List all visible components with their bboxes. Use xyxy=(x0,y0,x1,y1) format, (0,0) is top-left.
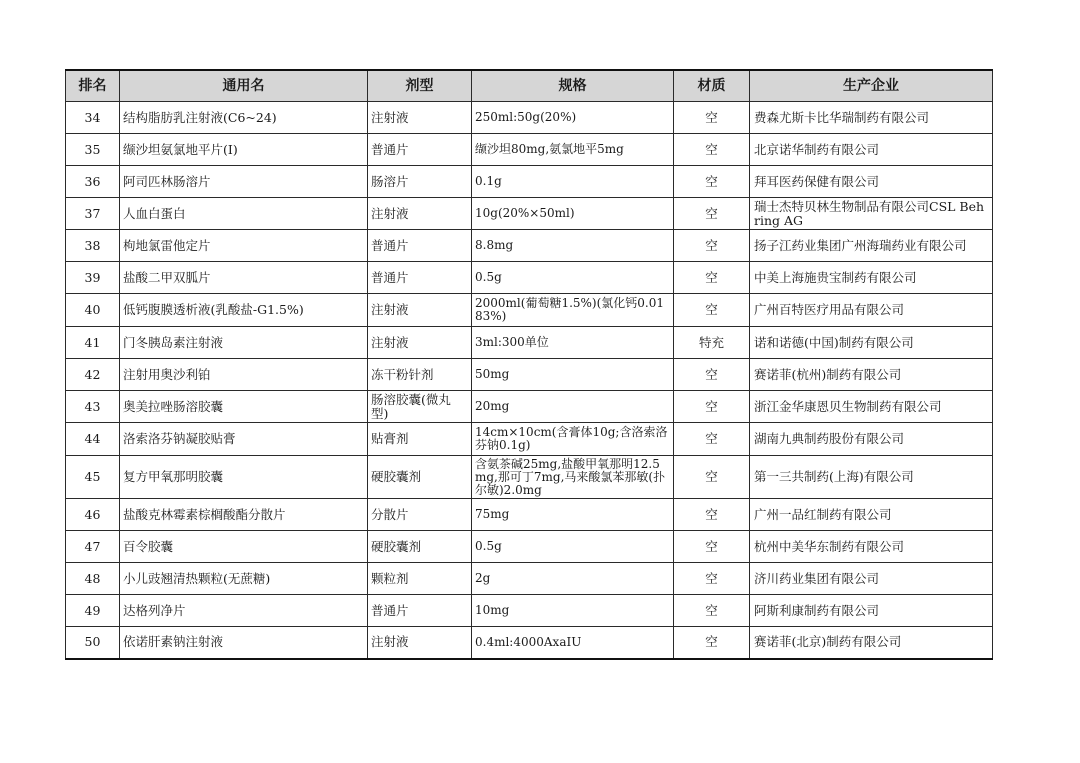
cell-specification: 3ml:300单位 xyxy=(472,327,674,359)
column-header-generic-name: 通用名 xyxy=(120,70,368,102)
cell-specification: 10g(20%×50ml) xyxy=(472,198,674,230)
table-row xyxy=(66,198,993,230)
cell-rank: 38 xyxy=(66,230,120,262)
cell-generic-name: 缬沙坦氨氯地平片(Ⅰ) xyxy=(120,134,368,166)
cell-dosage-form: 注射液 xyxy=(368,327,472,359)
cell-material: 空 xyxy=(674,102,750,134)
cell-material: 空 xyxy=(674,531,750,563)
cell-rank: 35 xyxy=(66,134,120,166)
cell-rank: 39 xyxy=(66,262,120,294)
cell-manufacturer: 湖南九典制药股份有限公司 xyxy=(750,423,993,456)
cell-material: 空 xyxy=(674,166,750,198)
cell-generic-name: 盐酸二甲双胍片 xyxy=(120,262,368,294)
cell-dosage-form: 肠溶胶囊(微丸型) xyxy=(368,391,472,423)
table-row xyxy=(66,359,993,391)
cell-specification: 14cm×10cm(含膏体10g;含洛索洛芬钠0.1g) xyxy=(472,423,674,456)
cell-specification: 10mg xyxy=(472,595,674,627)
table-body xyxy=(66,102,993,659)
table-header xyxy=(66,70,993,102)
column-header-rank: 排名 xyxy=(66,70,120,102)
cell-rank: 47 xyxy=(66,531,120,563)
cell-dosage-form: 普通片 xyxy=(368,595,472,627)
cell-generic-name: 洛索洛芬钠凝胶贴膏 xyxy=(120,423,368,456)
cell-manufacturer: 扬子江药业集团广州海瑞药业有限公司 xyxy=(750,230,993,262)
cell-manufacturer: 瑞士杰特贝林生物制品有限公司CSL Behring AG xyxy=(750,198,993,230)
cell-dosage-form: 硬胶囊剂 xyxy=(368,456,472,499)
cell-generic-name: 低钙腹膜透析液(乳酸盐-G1.5%) xyxy=(120,294,368,327)
cell-specification: 0.1g xyxy=(472,166,674,198)
cell-generic-name: 结构脂肪乳注射液(C6~24) xyxy=(120,102,368,134)
column-header-dosage-form: 剂型 xyxy=(368,70,472,102)
table-row xyxy=(66,531,993,563)
cell-dosage-form: 注射液 xyxy=(368,294,472,327)
cell-dosage-form: 普通片 xyxy=(368,262,472,294)
cell-manufacturer: 广州百特医疗用品有限公司 xyxy=(750,294,993,327)
table-row xyxy=(66,456,993,499)
cell-dosage-form: 硬胶囊剂 xyxy=(368,531,472,563)
table-row xyxy=(66,327,993,359)
table-row xyxy=(66,166,993,198)
cell-material: 空 xyxy=(674,563,750,595)
cell-rank: 46 xyxy=(66,499,120,531)
cell-generic-name: 达格列净片 xyxy=(120,595,368,627)
cell-specification: 20mg xyxy=(472,391,674,423)
cell-dosage-form: 注射液 xyxy=(368,198,472,230)
cell-material: 空 xyxy=(674,230,750,262)
cell-specification: 0.4ml:4000AxaIU xyxy=(472,627,674,659)
cell-rank: 37 xyxy=(66,198,120,230)
cell-rank: 49 xyxy=(66,595,120,627)
cell-manufacturer: 中美上海施贵宝制药有限公司 xyxy=(750,262,993,294)
cell-material: 空 xyxy=(674,499,750,531)
cell-generic-name: 注射用奥沙利铂 xyxy=(120,359,368,391)
cell-generic-name: 奥美拉唑肠溶胶囊 xyxy=(120,391,368,423)
cell-manufacturer: 费森尤斯卡比华瑞制药有限公司 xyxy=(750,102,993,134)
table-row xyxy=(66,294,993,327)
table-row xyxy=(66,134,993,166)
cell-generic-name: 百令胶囊 xyxy=(120,531,368,563)
cell-material: 空 xyxy=(674,456,750,499)
cell-dosage-form: 普通片 xyxy=(368,230,472,262)
cell-generic-name: 依诺肝素钠注射液 xyxy=(120,627,368,659)
cell-manufacturer: 广州一品红制药有限公司 xyxy=(750,499,993,531)
cell-rank: 42 xyxy=(66,359,120,391)
cell-specification: 0.5g xyxy=(472,531,674,563)
cell-material: 特充 xyxy=(674,327,750,359)
cell-material: 空 xyxy=(674,627,750,659)
cell-dosage-form: 注射液 xyxy=(368,627,472,659)
cell-specification: 75mg xyxy=(472,499,674,531)
cell-specification: 缬沙坦80mg,氨氯地平5mg xyxy=(472,134,674,166)
cell-specification: 2000ml(葡萄糖1.5%)(氯化钙0.0183%) xyxy=(472,294,674,327)
cell-generic-name: 枸地氯雷他定片 xyxy=(120,230,368,262)
cell-dosage-form: 冻干粉针剂 xyxy=(368,359,472,391)
cell-dosage-form: 颗粒剂 xyxy=(368,563,472,595)
cell-specification: 含氨茶碱25mg,盐酸甲氧那明12.5mg,那可丁7mg,马来酸氯苯那敏(扑尔敏)2.0mg xyxy=(472,456,674,499)
cell-generic-name: 盐酸克林霉素棕榈酸酯分散片 xyxy=(120,499,368,531)
cell-rank: 36 xyxy=(66,166,120,198)
table-row xyxy=(66,391,993,423)
cell-dosage-form: 注射液 xyxy=(368,102,472,134)
cell-manufacturer: 浙江金华康恩贝生物制药有限公司 xyxy=(750,391,993,423)
table-row xyxy=(66,262,993,294)
cell-manufacturer: 赛诺菲(北京)制药有限公司 xyxy=(750,627,993,659)
cell-manufacturer: 诺和诺德(中国)制药有限公司 xyxy=(750,327,993,359)
cell-manufacturer: 拜耳医药保健有限公司 xyxy=(750,166,993,198)
cell-manufacturer: 赛诺菲(杭州)制药有限公司 xyxy=(750,359,993,391)
cell-rank: 45 xyxy=(66,456,120,499)
cell-manufacturer: 北京诺华制药有限公司 xyxy=(750,134,993,166)
cell-rank: 43 xyxy=(66,391,120,423)
table-row xyxy=(66,230,993,262)
cell-generic-name: 小儿豉翘清热颗粒(无蔗糖) xyxy=(120,563,368,595)
header-row xyxy=(66,70,993,102)
cell-manufacturer: 济川药业集团有限公司 xyxy=(750,563,993,595)
cell-rank: 41 xyxy=(66,327,120,359)
table-row xyxy=(66,102,993,134)
cell-dosage-form: 肠溶片 xyxy=(368,166,472,198)
cell-material: 空 xyxy=(674,391,750,423)
cell-specification: 50mg xyxy=(472,359,674,391)
cell-specification: 8.8mg xyxy=(472,230,674,262)
table-row xyxy=(66,423,993,456)
cell-generic-name: 复方甲氧那明胶囊 xyxy=(120,456,368,499)
cell-rank: 34 xyxy=(66,102,120,134)
table-row xyxy=(66,499,993,531)
cell-rank: 50 xyxy=(66,627,120,659)
table-row xyxy=(66,627,993,659)
cell-rank: 48 xyxy=(66,563,120,595)
table-row xyxy=(66,563,993,595)
cell-dosage-form: 贴膏剂 xyxy=(368,423,472,456)
drug-ranking-table xyxy=(65,69,993,660)
cell-material: 空 xyxy=(674,595,750,627)
cell-manufacturer: 杭州中美华东制药有限公司 xyxy=(750,531,993,563)
column-header-material: 材质 xyxy=(674,70,750,102)
cell-dosage-form: 分散片 xyxy=(368,499,472,531)
column-header-specification: 规格 xyxy=(472,70,674,102)
cell-material: 空 xyxy=(674,359,750,391)
cell-material: 空 xyxy=(674,294,750,327)
table-row xyxy=(66,595,993,627)
cell-dosage-form: 普通片 xyxy=(368,134,472,166)
column-header-manufacturer: 生产企业 xyxy=(750,70,993,102)
cell-rank: 44 xyxy=(66,423,120,456)
cell-generic-name: 门冬胰岛素注射液 xyxy=(120,327,368,359)
cell-generic-name: 人血白蛋白 xyxy=(120,198,368,230)
cell-generic-name: 阿司匹林肠溶片 xyxy=(120,166,368,198)
cell-material: 空 xyxy=(674,262,750,294)
cell-material: 空 xyxy=(674,198,750,230)
cell-specification: 250ml:50g(20%) xyxy=(472,102,674,134)
cell-specification: 0.5g xyxy=(472,262,674,294)
cell-manufacturer: 阿斯利康制药有限公司 xyxy=(750,595,993,627)
cell-specification: 2g xyxy=(472,563,674,595)
cell-manufacturer: 第一三共制药(上海)有限公司 xyxy=(750,456,993,499)
cell-rank: 40 xyxy=(66,294,120,327)
cell-material: 空 xyxy=(674,134,750,166)
cell-material: 空 xyxy=(674,423,750,456)
